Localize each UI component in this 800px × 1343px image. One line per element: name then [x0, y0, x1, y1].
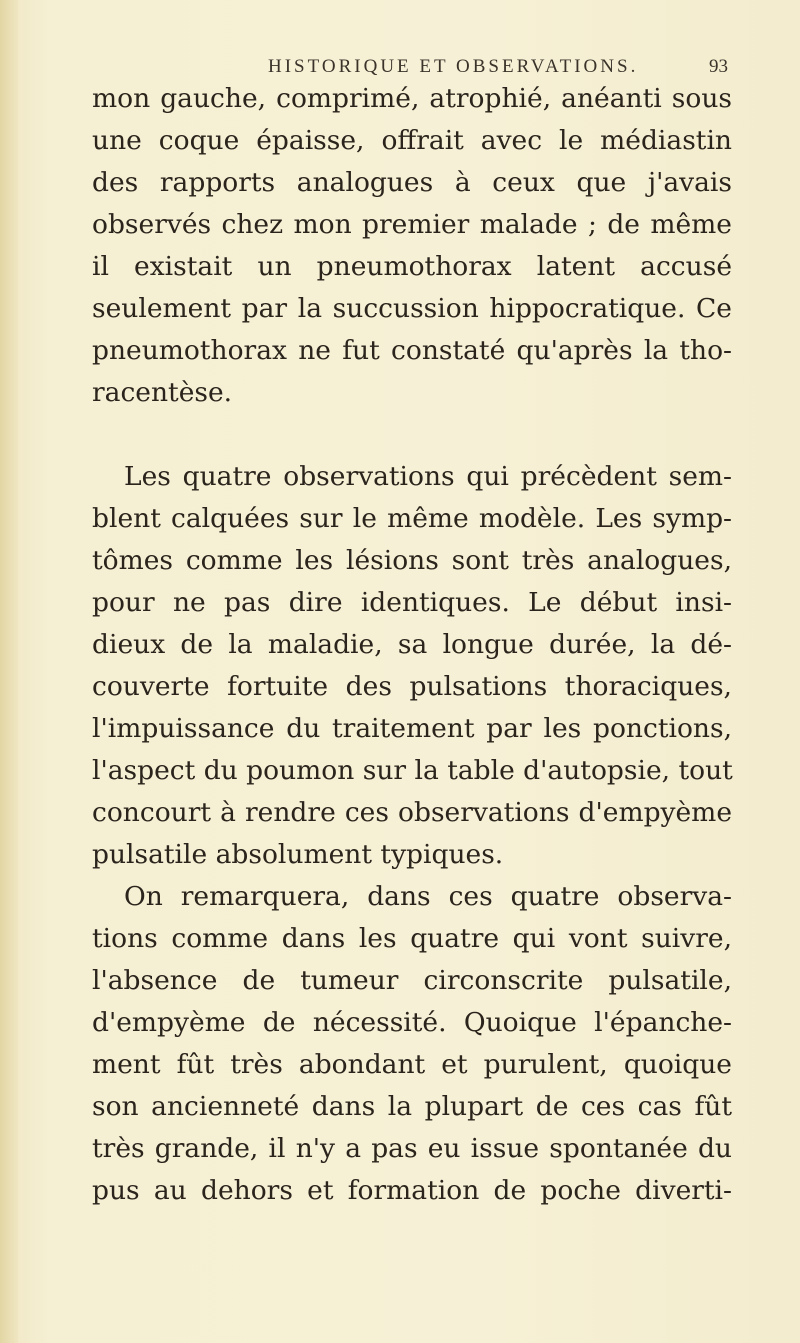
text-line: dieux de la maladie, sa longue durée, la dé- — [92, 629, 732, 660]
text-line: seulement par la succussion hippocratique. Ce — [92, 293, 732, 324]
text-line: l'absence de tumeur circonscrite pulsatile, — [92, 965, 732, 996]
text-line: son ancienneté dans la plupart de ces cas fût — [92, 1091, 732, 1122]
text-line: pulsatile absolument typiques. — [92, 839, 504, 870]
text-line: l'impuissance du traitement par les ponctions, — [92, 713, 732, 744]
text-line: d'empyème de nécessité. Quoique l'épanche- — [92, 1007, 732, 1038]
text-line: blent calquées sur le même modèle. Les symp- — [92, 503, 732, 534]
page-number: 93 — [709, 56, 728, 77]
paragraph-gap — [92, 414, 732, 456]
text-line: des rapports analogues à ceux que j'avais — [92, 167, 732, 198]
text-line: couverte fortuite des pulsations thoraciques, — [92, 671, 732, 702]
text-line: On remarquera, dans ces quatre observa- — [124, 881, 732, 912]
text-line: tions comme dans les quatre qui vont suivre, — [92, 923, 732, 954]
running-title: HISTORIQUE ET OBSERVATIONS. — [268, 56, 639, 77]
running-head — [268, 56, 728, 78]
text-line: mon gauche, comprimé, atrophié, anéanti sous — [92, 83, 732, 114]
text-line: ment fût très abondant et purulent, quoique — [92, 1049, 732, 1080]
text-line: pneumothorax ne fut constaté qu'après la tho- — [92, 335, 732, 366]
text-line: Les quatre observations qui précèdent sem- — [124, 461, 732, 492]
text-line: l'aspect du poumon sur la table d'autopsie, tout — [92, 755, 733, 786]
text-line: une coque épaisse, offrait avec le médiastin — [92, 125, 732, 156]
text-line: il existait un pneumothorax latent accusé — [92, 251, 732, 282]
body-text — [92, 78, 732, 1212]
text-line: pus au dehors et formation de poche diverti- — [92, 1175, 732, 1206]
text-line: concourt à rendre ces observations d'empyème — [92, 797, 732, 828]
page-gutter — [0, 0, 18, 1343]
text-line: tômes comme les lésions sont très analogues, — [92, 545, 732, 576]
text-line: racentèse. — [92, 377, 233, 408]
text-line: pour ne pas dire identiques. Le début insi- — [92, 587, 732, 618]
text-line: très grande, il n'y a pas eu issue spontanée du — [92, 1133, 732, 1164]
text-line: observés chez mon premier malade ; de même — [92, 209, 732, 240]
